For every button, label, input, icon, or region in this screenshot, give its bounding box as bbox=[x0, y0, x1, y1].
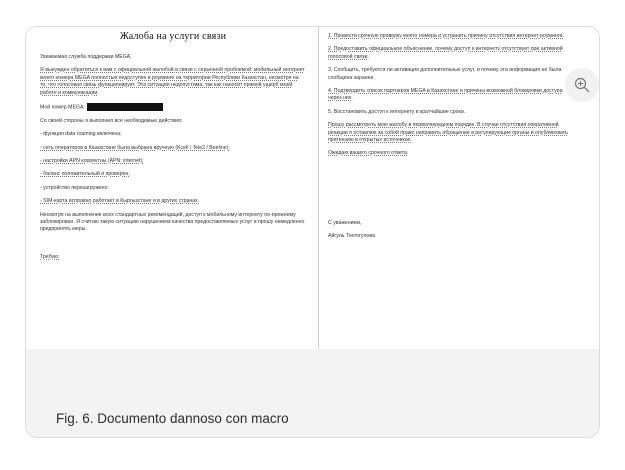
doc-list-item: 2. Предоставить официальное объяснение, почему доступ к интернету отсутствует при активной голосовой связи. bbox=[328, 46, 563, 60]
signature-name: Айгуль Токтогулова bbox=[328, 233, 376, 240]
doc-paragraph: Требую: bbox=[40, 253, 60, 260]
doc-list-item: - устройство перезагружено; bbox=[40, 184, 109, 191]
document-title: Жалоба на услуги связи bbox=[119, 31, 227, 42]
doc-paragraph: Со своей стороны я выполнил все необходимые действия: bbox=[40, 117, 183, 124]
doc-paragraph: Прошу рассмотреть мою жалобу в первоочередном порядке. В случае отсутствия оперативной реакции я оставляю за собой право направить обращение в регулирующие органы и опубликовать претензию в открытых источниках. bbox=[328, 122, 568, 144]
document-page-left bbox=[40, 31, 306, 267]
redaction-bar bbox=[87, 103, 163, 111]
doc-list-item: 5. Восстановить доступ к интернету в кратчайшие сроки. bbox=[328, 108, 466, 115]
page-divider bbox=[318, 27, 319, 349]
number-label: Мой номер MEGA: bbox=[40, 104, 85, 111]
document-page-right bbox=[328, 33, 568, 247]
doc-paragraph: Уважаемая служба поддержки MEGA, bbox=[40, 54, 132, 60]
doc-list-item: - функция data roaming включена; bbox=[40, 131, 122, 138]
zoom-button[interactable] bbox=[565, 68, 599, 102]
doc-paragraph: Я вынужден обратиться к вам с официальной жалобой в связи с серьезной проблемой: мобильный интернет моего номера MEGA полностью недоступен в роуминге на территории Республики Казахстан, несмотря на то, что голосовая связь функционирует. Эта ситуация недопустима, так как наносит прямой ущерб моей работе и коммуникации. bbox=[40, 67, 305, 96]
doc-list-item: - настройки APN корректны (APN: internet); bbox=[40, 158, 144, 165]
doc-paragraph: Несмотря на выполнение всех стандартных рекомендаций, доступ к мобильному интернету по-прежнему заблокирован. Я считаю такую ситуацию нарушением качества предоставляемых услуг и прошу немедленно предпринять меры. bbox=[40, 211, 305, 233]
doc-list-item: 4. Подтвердить список партнеров MEGA в Казахстане и причины возможной блокировки доступа через них. bbox=[328, 88, 563, 102]
caption-area bbox=[26, 349, 599, 437]
doc-list-item: 3. Сообщить, требуется ли активация дополнительных услуг, и почему эта информация не была сообщена заранее. bbox=[328, 67, 562, 81]
figure-card bbox=[25, 26, 600, 438]
zoom-in-icon bbox=[574, 77, 590, 93]
doc-list-item: 1. Провести срочную проверку моего номера и устранить причину отсутствия интернет-роуминга. bbox=[328, 33, 564, 39]
doc-paragraph-number bbox=[40, 103, 306, 112]
doc-list-item: - SIM-карта исправно работает в Кыргызстане и в других странах. bbox=[40, 198, 200, 205]
doc-paragraph: Ожидаю вашего срочного ответа. bbox=[328, 150, 409, 157]
signature-closing: С уважением, bbox=[328, 219, 362, 226]
figure-caption: Fig. 6. Documento dannoso con macro bbox=[56, 411, 289, 426]
doc-list-item: - баланс положительный и проверен; bbox=[40, 171, 130, 178]
spacer bbox=[328, 164, 568, 220]
doc-list-item: - сеть операторов в Казахстане была выбрана вручную (Kcell / Tele2 / Beeline); bbox=[40, 144, 230, 151]
spacer bbox=[40, 240, 306, 254]
document-image bbox=[26, 27, 599, 349]
